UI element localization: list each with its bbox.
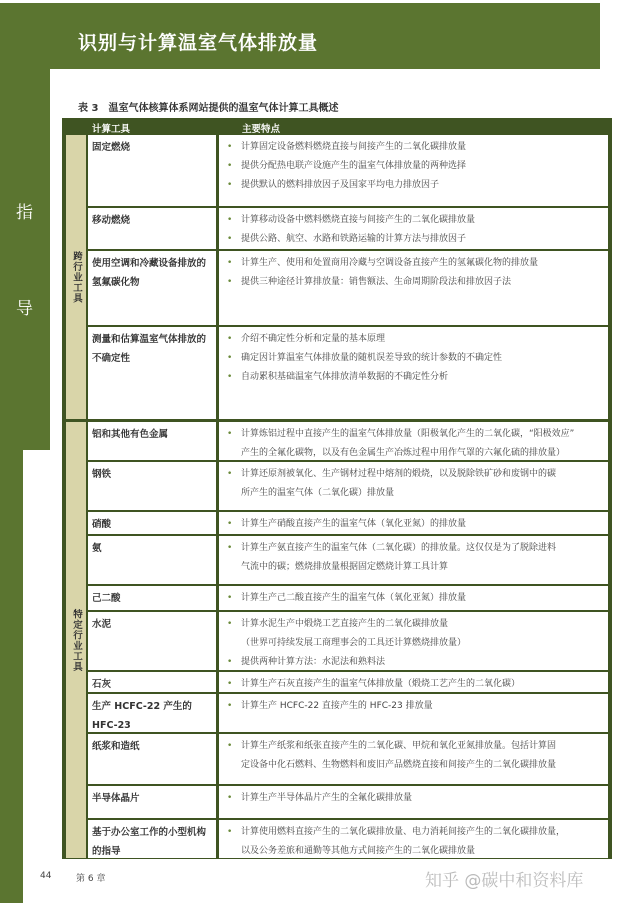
tool-name: 纸浆和造纸 — [88, 734, 216, 784]
table-row — [88, 462, 608, 510]
bullet-icon: • — [227, 277, 233, 287]
feature-text: 气流中的碳；燃烧排放量根据固定燃烧计算工具计算 — [241, 562, 449, 572]
bullet-icon: • — [227, 161, 233, 171]
table-row — [88, 536, 608, 584]
table-row — [88, 512, 608, 534]
table-row — [88, 672, 608, 692]
feature-text: 计算生产氨直接产生的温室气体（二氧化碳）的排放量。这仅仅是为了脱除进料 — [241, 543, 557, 553]
bullet-icon: • — [227, 793, 233, 803]
bullet-icon: • — [227, 234, 233, 244]
tool-name: 水泥 — [88, 612, 216, 670]
tool-name: 石灰 — [88, 672, 216, 692]
feature-text: 提供公路、航空、水路和铁路运输的计算方法与排放因子 — [241, 234, 467, 244]
tool-name: 氨 — [88, 536, 216, 584]
tool-name: 测量和估算温室气体排放的不确定性 — [88, 327, 216, 419]
tool-name: 硝酸 — [88, 512, 216, 534]
feature-text: 提供默认的燃料排放因子及国家平均电力排放因子 — [241, 180, 440, 190]
side-label: 导 — [16, 299, 33, 319]
table-row — [88, 694, 608, 732]
bullet-icon: • — [227, 429, 233, 439]
table-row — [88, 586, 608, 610]
table-row — [88, 612, 608, 670]
tools-table — [62, 118, 612, 859]
features-cell — [219, 422, 608, 460]
bullet-icon: • — [227, 334, 233, 344]
features-cell — [219, 672, 608, 692]
feature-text: 计算生产半导体晶片产生的全氟化碳排放量 — [241, 793, 413, 803]
features-cell — [219, 786, 608, 818]
feature-text: （世界可持续发展工商理事会的工具还计算燃烧排放量） — [241, 638, 467, 648]
feature-text: 提供两种计算方法：水泥法和熟料法 — [241, 657, 386, 667]
side-strip-lower — [0, 440, 23, 903]
feature-text: 计算使用燃料直接产生的二氧化碳排放量、电力消耗间接产生的二氧化碳排放量， — [241, 827, 566, 837]
features-cell — [219, 135, 608, 206]
tool-name: 基于办公室工作的小型机构的指导 — [88, 820, 216, 858]
bullet-icon: • — [227, 180, 233, 190]
category-label: 特定行业工具 — [71, 608, 82, 672]
feature-text: 计算生产纸浆和纸张直接产生的二氧化碳、甲烷和氧化亚氮排放量。包括计算固 — [241, 741, 557, 751]
table-row — [88, 786, 608, 818]
chapter-label: 第 6 章 — [76, 874, 106, 884]
bullet-icon: • — [227, 593, 233, 603]
bullet-icon: • — [227, 543, 233, 553]
feature-text: 确定因计算温室气体排放量的随机误差导致的统计参数的不确定性 — [241, 353, 503, 363]
features-cell — [219, 734, 608, 784]
tool-name: 生产 HCFC-22 产生的 HFC-23 — [88, 694, 216, 732]
feature-text: 以及公务差旅和通勤等其他方式间接产生的二氧化碳排放量 — [241, 846, 476, 856]
bullet-icon: • — [227, 142, 233, 152]
feature-text: 计算生产石灰直接产生的温室气体排放量（煅烧工艺产生的二氧化碳） — [241, 679, 521, 689]
feature-text: 计算固定设备燃料燃烧直接与间接产生的二氧化碳排放量 — [241, 142, 467, 152]
bullet-icon: • — [227, 353, 233, 363]
bullet-icon: • — [227, 469, 233, 479]
features-cell — [219, 820, 608, 858]
column-header: 计算工具 — [92, 124, 131, 135]
category-cell — [66, 135, 86, 419]
feature-text: 提供分配热电联产设施产生的温室气体排放量的两种选择 — [241, 161, 467, 171]
feature-text: 计算还原剂被氧化、生产钢材过程中熔剂的煅烧，以及脱除铁矿砂和废钢中的碳 — [241, 469, 557, 479]
tool-name: 半导体晶片 — [88, 786, 216, 818]
table-caption: 表 3 温室气体核算体系网站提供的温室气体计算工具概述 — [78, 103, 339, 114]
feature-text: 产生的全氟化碳物，以及有色金属生产冶炼过程中用作气罩的六氟化硫的排放量） — [241, 448, 566, 458]
bullet-icon: • — [227, 258, 233, 268]
tool-name: 己二酸 — [88, 586, 216, 610]
features-cell — [219, 586, 608, 610]
bullet-icon: • — [227, 619, 233, 629]
feature-text: 计算水泥生产中煅烧工艺直接产生的二氧化碳排放量 — [241, 619, 449, 629]
feature-text: 计算生产、使用和处置商用冷藏与空调设备直接产生的氢氟碳化物的排放量 — [241, 258, 539, 268]
category-cell — [66, 422, 86, 858]
tool-name: 移动燃烧 — [88, 208, 216, 249]
feature-text: 计算生产己二酸直接产生的温室气体（氧化亚氮）排放量 — [241, 593, 467, 603]
table-row — [88, 208, 608, 249]
feature-text: 计算炼铝过程中直接产生的温室气体排放量（阳极氧化产生的二氧化碳，“阳极效应” — [241, 429, 575, 439]
table-row — [88, 734, 608, 784]
feature-text: 计算生产硝酸直接产生的温室气体（氧化亚氮）的排放量 — [241, 519, 467, 529]
tool-name: 使用空调和冷藏设备排放的氢氟碳化物 — [88, 251, 216, 325]
table-row — [88, 422, 608, 460]
bullet-icon: • — [227, 215, 233, 225]
feature-text: 定设备中化石燃料、生物燃料和废旧产品燃烧直接和间接产生的二氧化碳排放量 — [241, 760, 557, 770]
features-cell — [219, 208, 608, 249]
table-row — [88, 251, 608, 325]
page-number: 44 — [40, 871, 52, 881]
features-cell — [219, 512, 608, 534]
tool-name: 钢铁 — [88, 462, 216, 510]
category-label: 跨行业工具 — [71, 250, 82, 304]
tool-name: 铝和其他有色金属 — [88, 422, 216, 460]
feature-text: 自动累积基础温室气体排放清单数据的不确定性分析 — [241, 372, 449, 382]
table-group — [66, 422, 608, 858]
features-cell — [219, 251, 608, 325]
feature-text: 计算生产 HCFC-22 直接产生的 HFC-23 排放量 — [241, 701, 433, 711]
tool-name: 固定燃烧 — [88, 135, 216, 206]
feature-text: 提供三种途径计算排放量：销售额法、生命周期阶段法和排放因子法 — [241, 277, 512, 287]
feature-text: 介绍不确定性分析和定量的基本原理 — [241, 334, 386, 344]
side-strip — [0, 3, 50, 450]
side-label: 指 — [16, 203, 33, 223]
column-header: 主要特点 — [242, 124, 281, 135]
bullet-icon: • — [227, 657, 233, 667]
bullet-icon: • — [227, 679, 233, 689]
bullet-icon: • — [227, 701, 233, 711]
bullet-icon: • — [227, 741, 233, 751]
table-header — [66, 118, 608, 135]
bullet-icon: • — [227, 519, 233, 529]
features-cell — [219, 327, 608, 419]
table-row — [88, 820, 608, 858]
feature-text: 计算移动设备中燃料燃烧直接与间接产生的二氧化碳排放量 — [241, 215, 476, 225]
page-title: 识别与计算温室气体排放量 — [78, 32, 319, 54]
table-row — [88, 135, 608, 206]
features-cell — [219, 462, 608, 510]
bullet-icon: • — [227, 372, 233, 382]
table-row — [88, 327, 608, 419]
feature-text: 所产生的温室气体（二氧化碳）排放量 — [241, 488, 395, 498]
features-cell — [219, 536, 608, 584]
bullet-icon: • — [227, 827, 233, 837]
watermark: 知乎 @碳中和资料库 — [425, 871, 584, 891]
features-cell — [219, 612, 608, 670]
features-cell — [219, 694, 608, 732]
table-group — [66, 135, 608, 419]
